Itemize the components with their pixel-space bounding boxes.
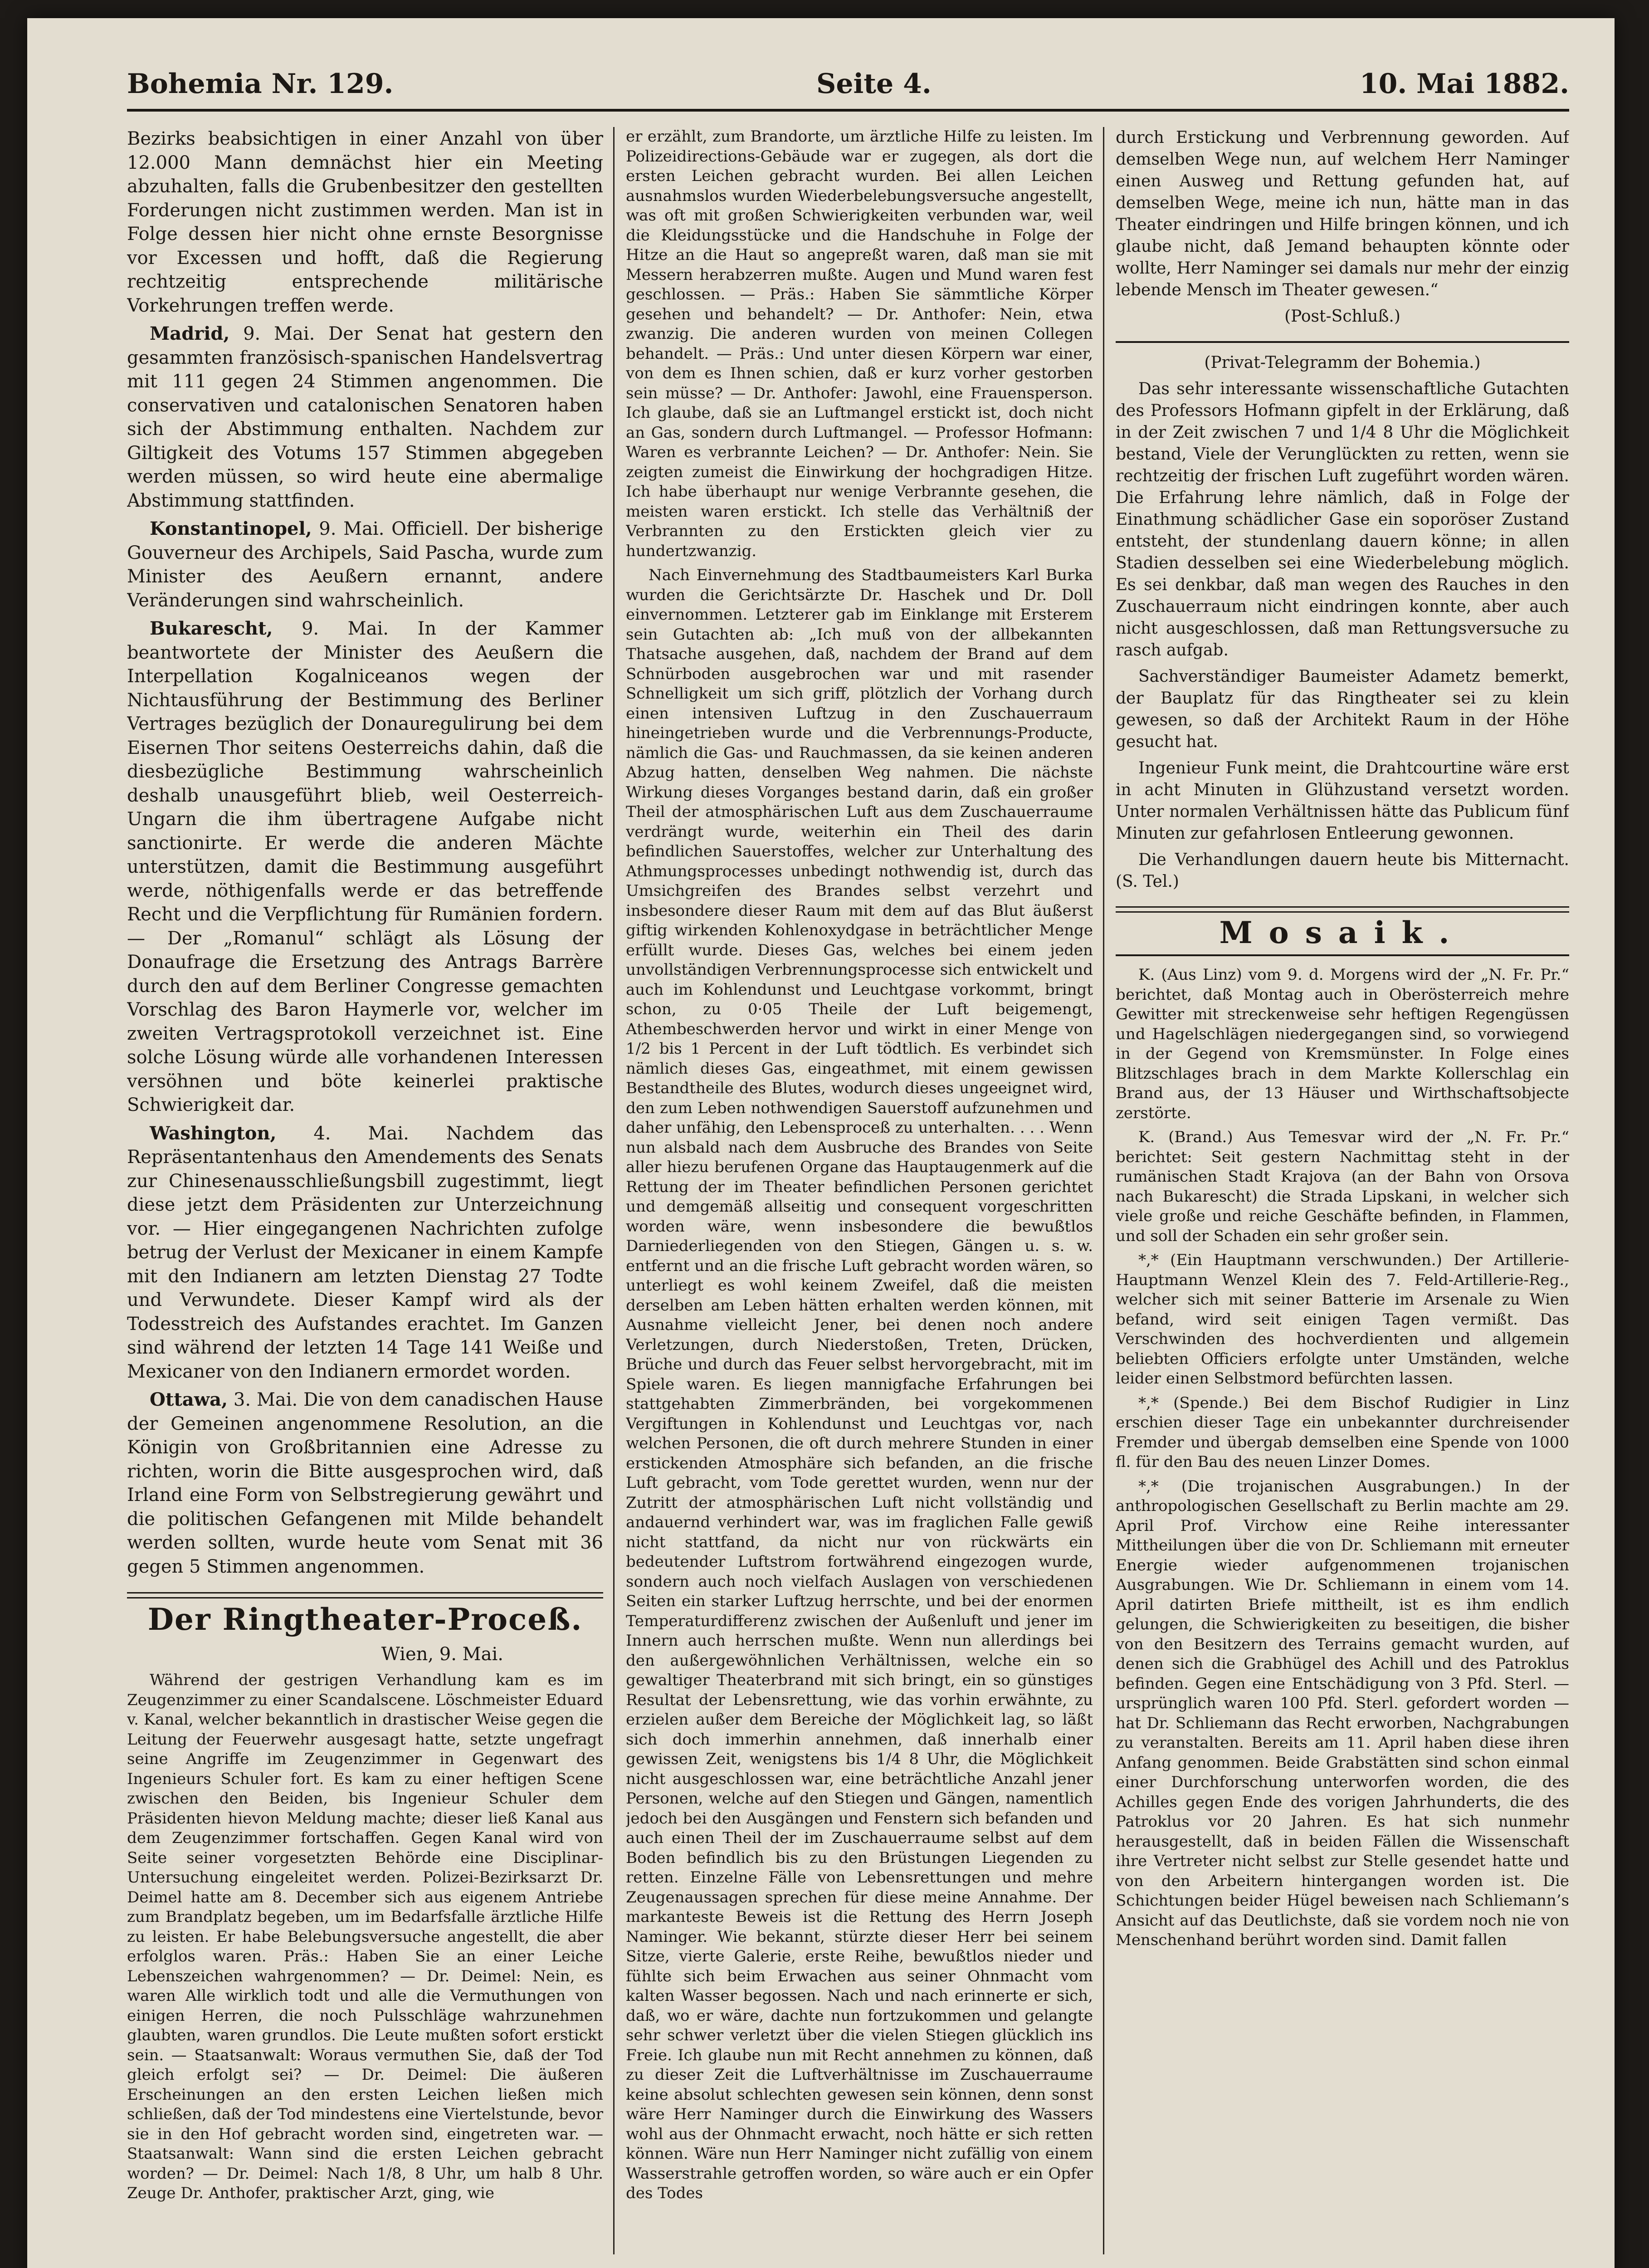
mosaik-item: *,* (Die trojanischen Ausgrabungen.) In der anthropologischen Gesellschaft zu Berlin machte am 29. April Prof. Virchow eine Reihe interessanter Mittheilungen über die von Dr. Schliemann mit erneuter Energie wieder aufgenommenen trojanischen Ausgrabungen. Wie Dr. Schliemann in einem vom 14. April datirten Briefe mittheilt, ist es ihm endlich gelungen, die Schwierigkeiten zu beseitigen, die bisher von den Besitzern des Terrains gemacht wurden, auf denen sich die Grabhügel des Achill und des Patroklus befinden. Gegen eine Entschädigung von 3 Pfd. Sterl. — ursprünglich waren 100 Pfd. Sterl. gefordert worden — hat Dr. Schliemann das Recht erworben, Nachgrabungen zu veranstalten. Bereits am 11. April haben diese ihren Anfang genommen. Beide Grabstätten sind schon einmal einer Durchforschung unterworfen worden, die des Achilles gegen Ende des vorigen Jahrhunderts, die des Patroklus vor 20 Jahren. Es hat sich nunmehr herausgestellt, daß in beiden Fällen die Wissenschaft ihre Vertreter nicht selbst zur Stelle gesendet hatte und von den Arbeitern hintergangen worden ist. Die Schichtungen beider Hügel beweisen nach Schliemann’s Ansicht auf das Deutlichste, daß sie vordem noch nie von Menschenhand berührt worden sind. Damit fallen xyxy=(1116,1477,1569,1949)
section-divider xyxy=(127,1592,603,1598)
dateline-keyword: Konstantinopel, xyxy=(150,518,312,539)
header-date: 10. Mai 1882. xyxy=(1359,68,1569,100)
privat-telegramm-label: (Privat-Telegramm der Bohemia.) xyxy=(1204,353,1481,372)
article-paragraph: Die Verhandlungen dauern heute bis Mitternacht. (S. Tel.) xyxy=(1116,850,1569,891)
article-paragraph: Ingenieur Funk meint, die Drahtcourtine wäre erst in acht Minuten in Glühzustand versetzt worden. Unter normalen Verhältnissen hätte das Publicum fünf Minuten zur gefahrlosen Entleerung gewonnen. xyxy=(1116,759,1569,843)
mosaik-item: K. (Aus Linz) vom 9. d. Morgens wird der „N. Fr. Pr.“ berichtet, daß Montag auch in Oberösterreich mehre Gewitter mit streckenweise sehr heftigen Regengüssen und Hagelschlägen niedergegangen sind, so vorwiegend in der Gegend von Kremsmünster. In Folge eines Blitzschlages brach in dem Markte Kollerschlag ein Brand aus, der 13 Häuser und Wirthschaftsobjecte zerstörte. xyxy=(1116,966,1569,1122)
news-konstantinopel xyxy=(127,517,603,612)
news-madrid xyxy=(127,322,603,513)
section-title-ringtheater: Der Ringtheater-Proceß. xyxy=(147,1602,583,1637)
dateline-keyword: Madrid, xyxy=(150,323,230,344)
column-3 xyxy=(1116,127,1569,2254)
news-ottawa xyxy=(127,1388,603,1579)
dateline-keyword: Washington, xyxy=(150,1122,277,1144)
mosaik-item: *,* (Spende.) Bei dem Bischof Rudigier in Linz erschien dieser Tage ein unbekannter durchreisender Fremder und übergab demselben eine Spende von 1000 fl. für den Bau des neuen Linzer Domes. xyxy=(1116,1393,1569,1471)
column-2 xyxy=(626,127,1093,2254)
article-paragraph: Bezirks beabsichtigen in einer Anzahl von über 12.000 Mann demnächst hier ein Meeting abzuhalten, falls die Grubenbesitzer den gestellten Forderungen nicht zustimmen werden. Man ist in Folge dessen hier nicht ohne ernste Besorgnisse vor Excessen und hofft, daß die Regierung rechtzeitig entsprechende militärische Vorkehrungen treffen werde. xyxy=(127,128,603,316)
page-header xyxy=(127,59,1569,112)
article-paragraph: Das sehr interessante wissenschaftliche Gutachten des Professors Hofmann gipfelt in der Erklärung, daß in der Zeit zwischen 7 und 1/4 8 Uhr die Möglichkeit bestand, Viele der Verunglückten zu retten, wenn sie rechtzeitig der frischen Luft zugeführt worden wären. Die Erfahrung lehre nämlich, daß in Folge der Einathmung schädlicher Gase ein soporöser Zustand entsteht, der stundenlang dauern könne; in allen Stadien desselben sei eine Wiederbelebung möglich. Es sei denkbar, daß man wegen des Rauches in den Zuschauerraum nicht eindringen konnte, aber auch nicht ausgeschlossen, daß man Rettungsversuche zu rasch aufgab. xyxy=(1116,380,1569,660)
post-schluss-label: (Post-Schluß.) xyxy=(1284,307,1400,326)
newspaper-page xyxy=(27,18,1615,2268)
section-divider xyxy=(1116,341,1569,343)
news-text: 3. Mai. Die von dem canadischen Hause der Gemeinen angenommene Resolution, an die Königin von Großbritannien eine Adresse zu richten, worin die Bitte ausgesprochen wird, daß Irland eine Form von Selbstregierung gewährt und die politischen Gefangenen mit Milde behandelt werden sollten, wurde heute vom Senat mit 36 gegen 5 Stimmen angenommen. xyxy=(127,1389,603,1577)
article-paragraph: Während der gestrigen Verhandlung kam es im Zeugenzimmer zu einer Scandalscene. Löschmeister Eduard v. Kanal, welcher bekanntlich in drastischer Weise gegen die Leitung der Feuerwehr ausgesagt hatte, setzte ungefragt seine Angriffe im Zeugenzimmer in Gegenwart des Ingenieurs Schuler fort. Es kam zu einer heftigen Scene zwischen den Beiden, bis Ingenieur Schuler dem Präsidenten hievon Meldung machte; dieser ließ Kanal aus dem Zeugenzimmer fortschaffen. Gegen Kanal wird von Seite seiner vorgesetzten Behörde eine Disciplinar-Untersuchung eingeleitet werden. Polizei-Bezirksarzt Dr. Deimel hatte am 8. December sich aus eigenem Antriebe zum Brandplatz begeben, um im Bedarfsfalle ärztliche Hilfe zu leisten. Er habe Belebungsversuche angestellt, die aber erfolglos waren. Präs.: Haben Sie an einer Leiche Lebenszeichen wahrgenommen? — Dr. Deimel: Nein, es waren Alle wirklich todt und alle die Vermuthungen von einigen Herren, die noch Pulsschläge wahrzunehmen glaubten, waren grundlos. Die Leute mußten sofort erstickt sein. — Staatsanwalt: Woraus vermuthen Sie, daß der Tod gleich erfolgt sei? — Dr. Deimel: Die äußeren Erscheinungen an den ersten Leichen ließen mich schließen, daß der Tod mindestens eine Viertelstunde, bevor sie in den Hof gebracht worden sind, eingetreten war. — Staatsanwalt: Wann sind die ersten Leichen gebracht worden? — Dr. Deimel: Nach 1/8, 8 Uhr, um halb 8 Uhr. Zeuge Dr. Anthofer, praktischer Arzt, ging, wie xyxy=(127,1671,603,2202)
mosaik-item: *,* (Ein Hauptmann verschwunden.) Der Artillerie-Hauptmann Wenzel Klein des 7. Feld-Artillerie-Reg., welcher sich mit seiner Batterie im Arsenale zu Wien befand, wird seit einigen Tagen vermißt. Das Verschwinden des hochverdienten und allgemein beliebten Officiers erfolgte unter Umständen, welche leider einen Selbstmord befürchten lassen. xyxy=(1116,1251,1569,1388)
column-divider xyxy=(613,127,615,2254)
article-paragraph: durch Erstickung und Verbrennung geworden. Auf demselben Wege nun, auf welchem Herr Naminger einen Ausweg und Rettung gefunden hat, auf demselben Wege, meine ich nun, hätte man in das Theater eindringen und Hilfe bringen können, und ich glaube nicht, daß Jemand behaupten könnte oder wollte, Herr Naminger sei damals nur mehr der einzig lebende Mensch im Theater gewesen.“ xyxy=(1116,128,1569,299)
news-text: 4. Mai. Nachdem das Repräsentantenhaus den Amendements des Senats zur Chinesenausschließungsbill zugestimmt, liegt diese jetzt dem Präsidenten zur Unterzeichnung vor. — Hier eingegangenen Nachrichten zufolge betrug der Verlust der Mexicaner in einem Kampfe mit den Indianern am letzten Dienstag 27 Todte und Verwundete. Dieser Kampf wird als der Todesstreich des Aufstandes erachtet. Im Ganzen sind während der letzten 14 Tage 141 Weiße und Mexicaner von den Indianern ermordet worden. xyxy=(127,1123,603,1382)
dateline-keyword: Ottawa, xyxy=(150,1389,228,1410)
article-paragraph: Sachverständiger Baumeister Adametz bemerkt, der Bauplatz für das Ringtheater sei zu klein gewesen, so daß der Architekt Raum in der Höhe gesucht hat. xyxy=(1116,667,1569,751)
dateline: Wien, 9. Mai. xyxy=(381,1643,503,1665)
article-paragraph: Nach Einvernehmung des Stadtbaumeisters Karl Burka wurden die Gerichtsärzte Dr. Haschek und Dr. Doll einvernommen. Letzterer gab im Einklange mit Ersterem sein Gutachten ab: „Ich muß von der allbekannten Thatsache ausgehen, daß, nachdem der Brand auf dem Schnürboden ausgebrochen war und mit rasender Schnelligkeit um sich griff, plötzlich der Vorhang durch einen intensiven Luftzug in den Zuschauerraum hineingetrieben wurde und die Verbrennungs-Producte, nämlich die Gas- und Rauchmassen, da sie keinen anderen Abzug hatten, denselben Weg nahmen. Die nächste Wirkung dieses Vorganges bestand darin, daß ein großer Theil der atmosphärischen Luft aus dem Zuschauerraume verdrängt wurde, weiterhin ein Theil des darin befindlichen Sauerstoffes, welcher zur Unterhaltung des Athmungsprocesses unbedingt nothwendig ist, durch das Umsichgreifen des Brandes selbst verzehrt und insbesondere dieser Raum mit dem auf das Blut äußerst giftig wirkenden Kohlenoxydgase in beträchtlicher Menge erfüllt wurde. Dieses Gas, welches bei einem jeden unvollständigen Verbrennungsprocesse sich entwickelt und auch im Kohlendunst und Leuchtgase vorkommt, bringt schon, zu 0·05 Theile der Luft beigemengt, Athembeschwerden hervor und wirkt in einer Menge von 1/2 bis 1 Percent in der Luft tödtlich. Es verbindet sich nämlich dieses Gas, eingeathmet, mit einem gewissen Bestandtheile des Blutes, wodurch dieses ungeeignet wird, den zum Leben nothwendigen Sauerstoff aufzunehmen und daher unfähig, den Lebensproceß zu unterhalten. . . . Wenn nun alsbald nach dem Ausbruche des Brandes von Seite aller hiezu berufenen Organe das Hauptaugenmerk auf die Rettung der im Theater befindlichen Personen gerichtet und demgemäß allseitig und consequent vorgeschritten worden wäre, wenn insbesondere die bewußtlos Darniederliegenden von den Stiegen, Gängen u. s. w. entfernt und an die frische Luft gebracht worden wären, so unterliegt es wohl keinem Zweifel, daß die meisten derselben am Leben hätten erhalten werden können, mit Ausnahme vielleicht Jener, bei denen noch andere Verletzungen, durch Niederstoßen, Treten, Drücken, Brüche und durch das Feuer selbst hervorgebracht, mit im Spiele waren. Es liegen mannigfache Erfahrungen bei stattgehabten Zimmerbränden, bei vorgekommenen Vergiftungen in Kohlendunst und Leuchtgas vor, nach welchen Personen, die oft durch mehrere Stunden in einer erstickenden Atmosphäre sich befanden, an die frische Luft gebracht, vom Tode gerettet wurden, wenn nur der Zutritt der atmosphärischen Luft nicht vollständig und andauernd verhindert war, was im fraglichen Falle gewiß nicht stattfand, da nicht nur von rückwärts ein bedeutender Luftstrom fortwährend eingezogen wurde, sondern auch noch vielfach Auslagen von verschiedenen Seiten ein starker Luftzug herrschte, und bei der enormen Temperaturdifferenz zwischen der Außenluft und jener im Innern auch herrschen mußte. Wenn nun allerdings bei den außergewöhnlichen Verhältnissen, welche ein so gewaltiger Theaterbrand mit sich bringt, ein so günstiges Resultat der Lebensrettung, wie das vorhin erwähnte, zu erzielen außer dem Bereiche der Möglichkeit lag, so läßt sich doch immerhin annehmen, daß innerhalb einer gewissen Zeit, wenigstens bis 1/4 8 Uhr, die Möglichkeit nicht ausgeschlossen war, eine beträchtliche Anzahl jener Personen, welche auf den Stiegen und Gängen, namentlich jedoch bei den Ausgängen und Fenstern sich befanden und auch einen Theil der im Zuschauerraume selbst auf dem Boden befindlich bis zu den Brüstungen Liegenden zu retten. Einzelne Fälle von Lebensrettungen und mehre Zeugenaussagen sprechen für diese meine Annahme. Der markanteste Beweis ist die Rettung des Herrn Joseph Naminger. Wie bekannt, stürzte dieser Herr bei seinem Sitze, vierte Galerie, erste Reihe, bewußtlos nieder und fühlte sich beim Erwachen aus seiner Ohnmacht vom kalten Wasser begossen. Nach und nach erinnerte er sich, daß, wo er wäre, dachte nun fortzukommen und gelangte sehr schwer verletzt über die vielen Stiegen glücklich ins Freie. Ich glaube nun mit Recht annehmen zu können, daß zu dieser Zeit die Luftverhältnisse im Zuschauerraume keine absolut schlechten gewesen sein können, denn sonst wäre Herr Naminger durch die Einwirkung des Wassers wohl aus der Ohnmacht erwacht, noch hätte er sich retten können. Wäre nun Herr Naminger nicht zufällig von einem Wasserstrahle getroffen worden, so wäre auch er ein Opfer des Todes xyxy=(626,566,1093,2202)
header-issue: Bohemia Nr. 129. xyxy=(127,68,394,100)
news-bukarescht xyxy=(127,617,603,1117)
news-washington xyxy=(127,1122,603,1384)
section-divider xyxy=(1116,954,1569,956)
dateline-keyword: Bukarescht, xyxy=(150,618,273,639)
mosaik-item: K. (Brand.) Aus Temesvar wird der „N. Fr. Pr.“ berichtet: Seit gestern Nachmittag steht in der rumänischen Stadt Krajova (an der Bahn von Orsova nach Bukarescht) die Strada Lipskani, in welcher sich viele große und reiche Geschäfte befinden, in Flammen, und soll der Schaden ein sehr großer sein. xyxy=(1116,1128,1569,1245)
news-text: 9. Mai. Der Senat hat gestern den gesammten französisch-spanischen Handelsvertrag mit 111 gegen 24 Stimmen angenommen. Die conservativen und catalonischen Senatoren haben sich der Abstimmung enthalten. Nachdem zur Giltigkeit des Votums 157 Stimmen abgegeben werden müssen, so wird heute eine abermalige Abstimmung stattfinden. xyxy=(127,323,603,511)
news-text: 9. Mai. In der Kammer beantwortete der Minister des Aeußern die Interpellation Kogalniceanos wegen der Nichtausführung der Bestimmung des Berliner Vertrages bezüglich der Donauregulirung bei dem Eisernen Thor seitens Oesterreichs dahin, daß die diesbezügliche Bestimmung wahrscheinlich deshalb unausgeführt blieb, weil Oesterreich-Ungarn die ihm übertragene Aufgabe nicht sanctionirte. Er werde die anderen Mächte unterstützen, damit die Bestimmung ausgeführt werde, nöthigenfalls werde er das betreffende Recht und die Verpflichtung für Rumänien fordern. — Der „Romanul“ schlägt als Lösung der Donaufrage die Ersetzung des Antrags Barrère durch den auf dem Berliner Congresse gemachten Vorschlag des Baron Haymerle vor, welcher im zweiten Vertragsprotokoll verzeichnet ist. Eine solche Lösung würde alle vorhandenen Interessen versöhnen und böte keinerlei praktische Schwierigkeit dar. xyxy=(127,618,603,1115)
section-divider xyxy=(1116,906,1569,913)
article-paragraph: er erzählt, zum Brandorte, um ärztliche Hilfe zu leisten. Im Polizeidirections-Gebäude war er zugegen, als dort die ersten Leichen gebracht wurden. Bei allen Leichen ausnahmslos wurden Wiederbelebungsversuche angestellt, was oft mit großen Schwierigkeiten verbunden war, weil die Kleidungsstücke und die Handschuhe in Folge der Hitze an die Haut so angepreßt waren, daß man sie mit Messern herabzerren mußte. Augen und Mund waren fest geschlossen. — Präs.: Haben Sie sämmtliche Körper gesehen und behandelt? — Dr. Anthofer: Nein, etwa zwanzig. Die anderen wurden von meinen Collegen behandelt. — Präs.: Und unter diesen Körpern war einer, von dem es Ihnen schien, daß er kurz vorher gestorben sein müsse? — Dr. Anthofer: Jawohl, eine Frauensperson. Ich glaube, daß sie an Luftmangel erstickt ist, doch nicht an Gas, sondern durch Luftmangel. — Professor Hofmann: Waren es verbrannte Leichen? — Dr. Anthofer: Nein. Sie zeigten zumeist die Einwirkung der hochgradigen Hitze. Ich habe überhaupt nur wenige Verbrannte gesehen, die meisten waren erstickt. Ich stelle das Verhältniß der Verbrannten zu den Erstickten gleich vier zu hundertzwanzig. xyxy=(626,127,1093,560)
header-page-number: Seite 4. xyxy=(816,68,932,100)
section-title-mosaik: Mosaik. xyxy=(1219,915,1466,950)
news-text: 9. Mai. Officiell. Der bisherige Gouverneur des Archipels, Said Pascha, wurde zum Minister des Aeußern ernannt, andere Veränderungen sind wahrscheinlich. xyxy=(127,518,603,611)
column-1 xyxy=(127,127,603,2254)
column-divider xyxy=(1103,127,1104,2254)
